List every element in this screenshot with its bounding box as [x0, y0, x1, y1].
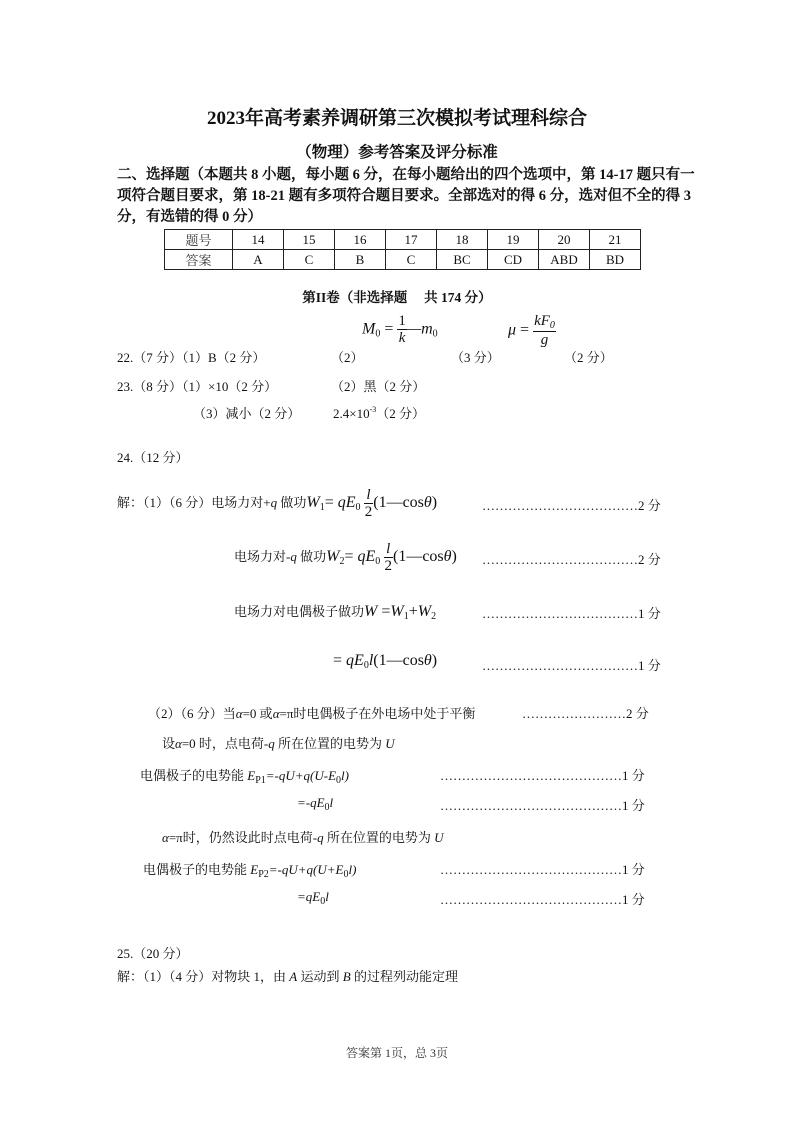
- symbol-B: B: [342, 969, 351, 984]
- score: 2 分: [638, 552, 661, 567]
- q22-label: 22.（7 分）（1）B（2 分）: [117, 350, 266, 365]
- symbol-alpha: α: [272, 706, 280, 721]
- text: 设: [162, 736, 176, 751]
- q22-score-1: （3 分）: [451, 350, 500, 365]
- symbol-W: W: [390, 603, 404, 620]
- q22-formula-1: [362, 314, 438, 346]
- dots: ……………………………………: [440, 798, 622, 813]
- answer-header: 答案: [165, 250, 233, 270]
- symbol-theta: θ: [443, 547, 452, 565]
- score-leader: [440, 765, 645, 784]
- fraction: [364, 488, 374, 520]
- q24-label: 24.（12 分）: [117, 450, 189, 465]
- section-instructions-line-1: 二、选择题（本题共 8 小题，每小题 6 分，在每小题给出的四个选项中，第 14-17 题只有一: [117, 167, 695, 183]
- score-leader: [482, 495, 661, 514]
- numerator: 1: [398, 313, 406, 329]
- subscript: 0: [549, 320, 555, 331]
- answer-cell: C: [386, 250, 437, 270]
- text: 做功: [296, 548, 327, 564]
- q22-score-2: （2 分）: [564, 350, 613, 365]
- fraction: [397, 314, 407, 346]
- text: (1—cos: [373, 652, 424, 669]
- text: 电偶极子的电势能: [143, 862, 251, 877]
- score-leader: [522, 703, 649, 722]
- symbol-M: M: [362, 320, 376, 338]
- text: ): [431, 493, 438, 511]
- q25-label: 25.（20 分）: [117, 946, 189, 961]
- q24-assume-line: [162, 733, 395, 752]
- volume-2-heading: 第II卷（非选择题 共 174 分）: [302, 290, 492, 305]
- question-number: 21: [590, 230, 641, 250]
- q24-pi-line: [162, 827, 443, 846]
- equals: =: [324, 493, 338, 511]
- equals: =: [377, 603, 391, 620]
- fraction: [384, 542, 394, 574]
- score: 1 分: [622, 798, 645, 813]
- question-row: [165, 230, 641, 250]
- text: ): [431, 652, 438, 669]
- denominator: 2: [364, 504, 373, 520]
- subscript: 0: [363, 660, 369, 671]
- q24-row-2: [234, 542, 457, 574]
- equals: =: [520, 321, 530, 339]
- q24-part2-line: [148, 703, 475, 722]
- subscript: 0: [343, 869, 349, 880]
- subscript: 0: [320, 896, 326, 907]
- text: 所在位置的电势为: [274, 736, 386, 751]
- q22-part2: （2）: [331, 350, 364, 365]
- symbol-W: W: [364, 603, 378, 620]
- symbol-alpha: α: [162, 830, 169, 845]
- score: 2 分: [626, 706, 649, 721]
- symbol-W: W: [306, 493, 320, 511]
- question-header: 题号: [165, 230, 233, 250]
- subscript: 0: [324, 802, 330, 813]
- answer-cell: C: [284, 250, 335, 270]
- dots: ……………………………………: [440, 768, 622, 783]
- text: 解：（1）（4 分）对物块 1，由: [117, 969, 290, 984]
- symbol-theta: θ: [423, 493, 432, 511]
- text: 运动到: [297, 969, 343, 984]
- equals: =: [384, 320, 394, 338]
- symbol-qE: qE: [357, 547, 376, 565]
- score-leader: [482, 549, 661, 568]
- subscript: 0: [336, 775, 342, 786]
- q22-formula-2: [508, 314, 556, 348]
- q23-line1-b: （2）黑（2 分）: [331, 379, 426, 394]
- symbol-W: W: [417, 603, 432, 620]
- score: 1 分: [638, 658, 661, 673]
- question-number: 18: [437, 230, 488, 250]
- score-leader: [482, 655, 661, 674]
- score-leader: [440, 889, 645, 908]
- score: 1 分: [622, 768, 645, 783]
- expression: l): [341, 768, 349, 783]
- score: 1 分: [622, 892, 645, 907]
- page-footer: 答案第 1页，总 3页: [345, 1046, 448, 1060]
- equals: =: [344, 547, 358, 565]
- numerator: kF: [534, 313, 550, 329]
- text: 的过程列动能定理: [350, 969, 458, 984]
- symbol-q: q: [270, 494, 278, 510]
- subscript: 0: [355, 501, 361, 513]
- q24-ep2-result: [297, 889, 329, 907]
- symbol-U: U: [385, 736, 395, 751]
- symbol-alpha: α: [175, 736, 182, 751]
- q24-row-3: [234, 601, 436, 622]
- text: 电偶极子的电势能: [140, 768, 248, 783]
- answer-cell: BC: [437, 250, 488, 270]
- score: 1 分: [622, 862, 645, 877]
- symbol-qE: qE: [337, 493, 356, 511]
- text: （2）（6 分）当: [148, 706, 236, 721]
- answer-cell: BD: [590, 250, 641, 270]
- dots: ……………………………………: [440, 862, 622, 877]
- section-instructions-line-2: 项符合题目要求，第 18-21 题有多项符合题目要求。全部选对的得 6 分，选对但不全的得 3: [117, 188, 691, 204]
- dots: ……………………: [522, 706, 626, 721]
- subscript: P1: [255, 775, 266, 786]
- score: 2 分: [638, 498, 661, 513]
- answer-table: [164, 229, 641, 270]
- dots: ……………………………………: [440, 892, 622, 907]
- symbol-U: U: [434, 830, 444, 845]
- subscript: P2: [258, 869, 269, 880]
- symbol-E: E: [247, 768, 256, 783]
- subscript: 0: [432, 328, 438, 340]
- q24-ep1-result: [297, 795, 333, 813]
- plus: +: [408, 603, 418, 620]
- symbol-q: q: [290, 548, 297, 564]
- symbol-l: l: [325, 889, 329, 904]
- text: =0 或: [242, 706, 273, 721]
- text: (1—cos: [393, 547, 444, 565]
- equals: =: [333, 652, 347, 669]
- q24-ep2-line: [143, 859, 356, 880]
- expression: l): [348, 862, 357, 877]
- symbol-W: W: [326, 547, 340, 565]
- fraction: [533, 314, 556, 348]
- answer-cell: ABD: [539, 250, 590, 270]
- q24-row-4: [333, 652, 437, 671]
- exponent: -3: [369, 405, 377, 414]
- question-number: 20: [539, 230, 590, 250]
- denominator: k: [398, 330, 406, 346]
- symbol-theta: θ: [423, 652, 432, 669]
- symbol-A: A: [289, 969, 298, 984]
- text: =π时电偶极子在外电场中处于平衡: [279, 706, 476, 721]
- dots: ………………………………: [482, 498, 638, 513]
- denominator: 2: [384, 558, 392, 574]
- value: 2.4×10: [333, 406, 370, 421]
- symbol-E: E: [250, 862, 259, 877]
- question-number: 16: [335, 230, 386, 250]
- dots: ………………………………: [482, 658, 638, 673]
- expression: =qE: [297, 889, 321, 904]
- score: 1 分: [638, 606, 661, 621]
- document-subtitle: （物理）参考答案及评分标准: [296, 144, 498, 161]
- answer-row: [165, 250, 641, 270]
- subscript: 0: [375, 328, 381, 340]
- q23-line1-a: 23.（8 分）（1）×10（2 分）: [117, 379, 278, 394]
- answer-cell: CD: [488, 250, 539, 270]
- q24-ep1-line: [140, 765, 349, 786]
- q25-line-1: [117, 966, 458, 985]
- dots: ………………………………: [482, 606, 638, 621]
- score-leader: [482, 603, 661, 622]
- expression: =-qU+q(U-E: [265, 768, 337, 783]
- symbol-q: q: [317, 830, 324, 845]
- q24-row-1: [117, 488, 437, 520]
- expression: =-qE: [297, 795, 325, 810]
- text: 电场力对-: [234, 548, 291, 564]
- subscript: 2: [339, 555, 345, 567]
- text: 做功: [277, 494, 307, 510]
- dots: ………………………………: [482, 552, 638, 567]
- symbol-q: q: [268, 736, 275, 751]
- answer-cell: A: [233, 250, 284, 270]
- section-instructions-line-3: 分，有选错的得 0 分）: [117, 209, 262, 225]
- text: (1—cos: [373, 493, 424, 511]
- denominator: g: [533, 331, 556, 348]
- score: （2 分）: [376, 406, 426, 421]
- symbol-alpha: α: [235, 706, 243, 721]
- score-leader: [440, 859, 645, 878]
- question-number: 19: [488, 230, 539, 250]
- text: 电场力对电偶极子做功: [234, 604, 365, 619]
- q23-line2-b: [333, 403, 425, 422]
- expression: =-qU+q(U+E: [268, 862, 344, 877]
- question-number: 17: [386, 230, 437, 250]
- numerator: l: [386, 541, 391, 557]
- symbol-l: l: [329, 795, 334, 810]
- symbol-l: l: [368, 652, 374, 669]
- text: =π时，仍然设此时点电荷-: [168, 830, 318, 845]
- document-title: 2023年高考素养调研第三次模拟考试理科综合: [206, 108, 587, 129]
- text: ): [451, 547, 457, 565]
- subscript: 1: [403, 611, 409, 622]
- question-number: 15: [284, 230, 335, 250]
- symbol-mu: μ: [508, 321, 517, 339]
- score-leader: [440, 795, 645, 814]
- symbol-qE: qE: [346, 652, 364, 669]
- q23-line2-a: （3）减小（2 分）: [193, 406, 301, 421]
- subscript: 2: [431, 611, 437, 622]
- subscript: 1: [319, 501, 325, 513]
- text: 所在位置的电势为: [323, 830, 435, 845]
- symbol-m: —m: [406, 320, 433, 338]
- numerator: l: [366, 487, 371, 503]
- question-number: 14: [233, 230, 284, 250]
- answer-cell: B: [335, 250, 386, 270]
- subscript: 0: [375, 555, 381, 567]
- text: 解：（1）（6 分）电场力对+: [117, 494, 271, 510]
- text: =0 时，点电荷-: [181, 736, 269, 751]
